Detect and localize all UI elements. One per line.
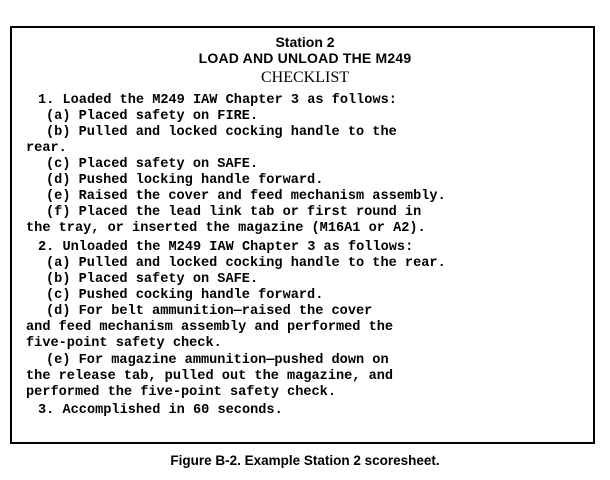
step-1e: (e) Raised the cover and feed mechanism assembly.: [46, 189, 446, 204]
scoresheet-heading: LOAD AND UNLOAD THE M249: [198, 50, 412, 66]
figure-caption: Figure B-2. Example Station 2 scoresheet.: [170, 453, 440, 468]
step-2e-continued-2: performed the five-point safety check.: [26, 385, 336, 400]
step-2d-continued-2: five-point safety check.: [26, 336, 222, 351]
step-1d: (d) Pushed locking handle forward.: [46, 173, 324, 188]
step-2c: (c) Pushed cocking handle forward.: [46, 288, 324, 303]
step-1f: (f) Placed the lead link tab or first round in: [46, 205, 422, 220]
step-1a: (a) Placed safety on FIRE.: [46, 109, 259, 124]
step-3: 3. Accomplished in 60 seconds.: [38, 403, 283, 418]
step-1c: (c) Placed safety on SAFE.: [46, 157, 259, 172]
step-1b: (b) Pulled and locked cocking handle to the: [46, 125, 397, 140]
step-2d: (d) For belt ammunition—raised the cover: [46, 304, 373, 319]
step-2e: (e) For magazine ammunition—pushed down on: [46, 353, 389, 368]
step-2e-continued-1: the release tab, pulled out the magazine, and: [26, 369, 394, 384]
step-1f-continued: the tray, or inserted the magazine (M16A1 or A2).: [26, 221, 426, 236]
step-1-title: 1. Loaded the M249 IAW Chapter 3 as follows:: [38, 93, 397, 108]
checklist-label: CHECKLIST: [261, 69, 349, 86]
step-2a: (a) Pulled and locked cocking handle to the rear.: [46, 256, 446, 271]
station-title: Station 2: [275, 34, 335, 50]
step-1b-continued: rear.: [26, 141, 67, 156]
step-2b: (b) Placed safety on SAFE.: [46, 272, 259, 287]
step-2d-continued-1: and feed mechanism assembly and performed the: [26, 320, 394, 335]
step-2-title: 2. Unloaded the M249 IAW Chapter 3 as follows:: [38, 240, 414, 255]
